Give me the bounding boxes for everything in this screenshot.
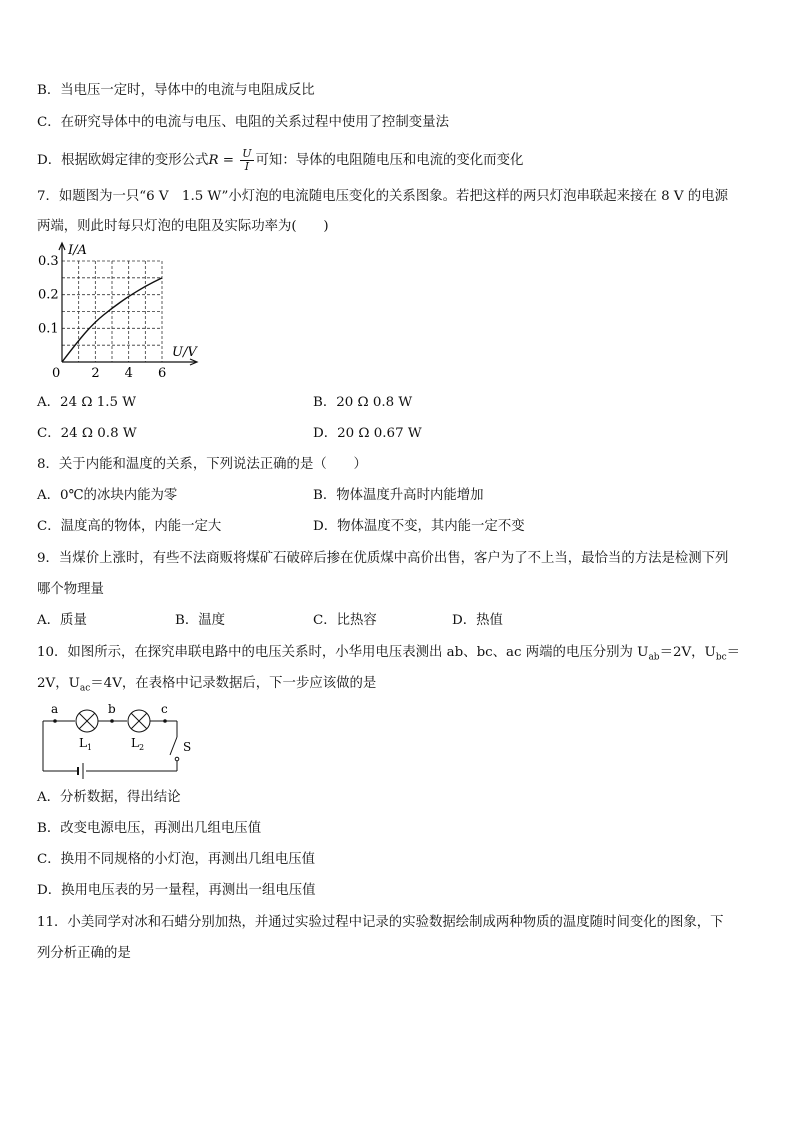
subscript-bc: bc — [715, 652, 727, 663]
q6-option-b: B．当电压一定时，导体中的电流与电阻成反比 — [37, 83, 315, 98]
x-axis-label: U/V — [172, 345, 197, 360]
q9-stem-line2: 哪个物理量 — [37, 582, 104, 597]
q11-stem-line2: 列分析正确的是 — [37, 946, 131, 961]
formula-r: R — [208, 153, 219, 168]
label-a: a — [51, 702, 59, 716]
node-a — [53, 719, 57, 723]
x-tick-label: 4 — [124, 366, 133, 380]
node-b — [110, 719, 114, 723]
label-c: c — [161, 702, 168, 716]
formula-numerator: U — [242, 147, 252, 160]
node-c — [163, 719, 167, 723]
subscript-ac: ac — [79, 683, 91, 694]
q6-option-c: C．在研究导体中的电流与电压、电阻的关系过程中使用了控制变量法 — [37, 115, 449, 130]
q10-option-c: C．换用不同规格的小灯泡，再测出几组电压值 — [37, 852, 316, 867]
x-tick-label: 2 — [91, 366, 100, 380]
q9-option-c: C．比热容 — [313, 613, 377, 628]
q10-option-d: D．换用电压表的另一量程，再测出一组电压值 — [37, 883, 316, 898]
label-l1: $L_1$ — [79, 736, 93, 752]
q10-stem-line1 — [37, 644, 740, 667]
chart-grid — [62, 261, 162, 362]
formula-equals: = — [218, 153, 239, 168]
q9-stem-line1: 9．当煤价上涨时，有些不法商贩将煤矿石破碎后掺在优质煤中高价出售，客户为了不上当，最恰当的方法是检测下列 — [37, 551, 729, 566]
q10-line1-end: ＝ — [726, 645, 741, 660]
formula-fraction — [240, 148, 253, 173]
label-l2: $L_2$ — [131, 736, 145, 752]
q9-option-d: D．热值 — [452, 613, 503, 628]
q9-option-a: A．质量 — [37, 613, 87, 628]
q10-line2-prefix: 2V，U — [37, 676, 80, 691]
q7-option-c: C．24 Ω 0.8 W — [37, 426, 137, 441]
q7-stem-line2: 两端，则此时每只灯泡的电阻及实际功率为( ) — [37, 219, 329, 234]
y-axis-label: I/A — [68, 243, 87, 258]
q8-option-c: C．温度高的物体，内能一定大 — [37, 519, 222, 534]
iu-chart — [32, 240, 202, 380]
y-tick-label: 0.3 — [38, 254, 59, 269]
series-circuit-diagram — [38, 701, 198, 781]
switch-s-icon — [170, 737, 177, 755]
q10-line2-suffix: ＝4V，在表格中记录数据后，下一步应该做的是 — [90, 676, 377, 691]
q11-stem-line1: 11．小美同学对冰和石蜡分别加热，并通过实验过程中记录的实验数据绘制成两种物质的温度随时间变化的图象，下 — [37, 915, 724, 930]
label-b: b — [108, 702, 116, 716]
q8-option-a: A．0℃的冰块内能为零 — [37, 488, 178, 503]
q7-option-a: A．24 Ω 1.5 W — [37, 395, 137, 410]
origin-label: 0 — [52, 366, 61, 380]
y-tick-label: 0.1 — [38, 321, 59, 337]
q8-option-b: B．物体温度升高时内能增加 — [313, 488, 484, 503]
formula-denominator: I — [244, 160, 250, 173]
y-tick-label: 0.2 — [38, 287, 59, 303]
label-s: S — [183, 740, 192, 754]
q10-line1-mid: ＝2V，U — [659, 645, 716, 660]
q6-option-d-prefix: D．根据欧姆定律的变形公式 — [37, 153, 209, 168]
q10-option-a: A．分析数据，得出结论 — [37, 790, 181, 805]
q10-option-b: B．改变电源电压，再测出几组电压值 — [37, 821, 262, 836]
subscript-ab: ab — [648, 652, 660, 663]
q9-option-b: B．温度 — [175, 613, 226, 628]
q10-stem-line2 — [37, 675, 376, 698]
q7-stem-line1: 7．如题图为一只“6 V 1.5 W”小灯泡的电流随电压变化的关系图象。若把这样的两只灯泡串联起来接在 8 V 的电源 — [37, 189, 728, 204]
q8-option-d: D．物体温度不变，其内能一定不变 — [313, 519, 525, 534]
q7-option-b: B．20 Ω 0.8 W — [313, 395, 413, 410]
q10-line1-prefix: 10．如图所示，在探究串联电路中的电压关系时，小华用电压表测出 ab、bc、ac 两端的电压分别为 U — [37, 645, 649, 660]
q6-option-d-suffix: 可知：导体的电阻随电压和电流的变化而变化 — [255, 153, 524, 168]
q7-option-d: D．20 Ω 0.67 W — [313, 426, 422, 441]
x-tick-label: 6 — [158, 366, 167, 380]
iu-curve — [62, 278, 162, 362]
q8-stem: 8．关于内能和温度的关系，下列说法正确的是（ ） — [37, 457, 367, 472]
q6-option-d — [37, 148, 523, 173]
